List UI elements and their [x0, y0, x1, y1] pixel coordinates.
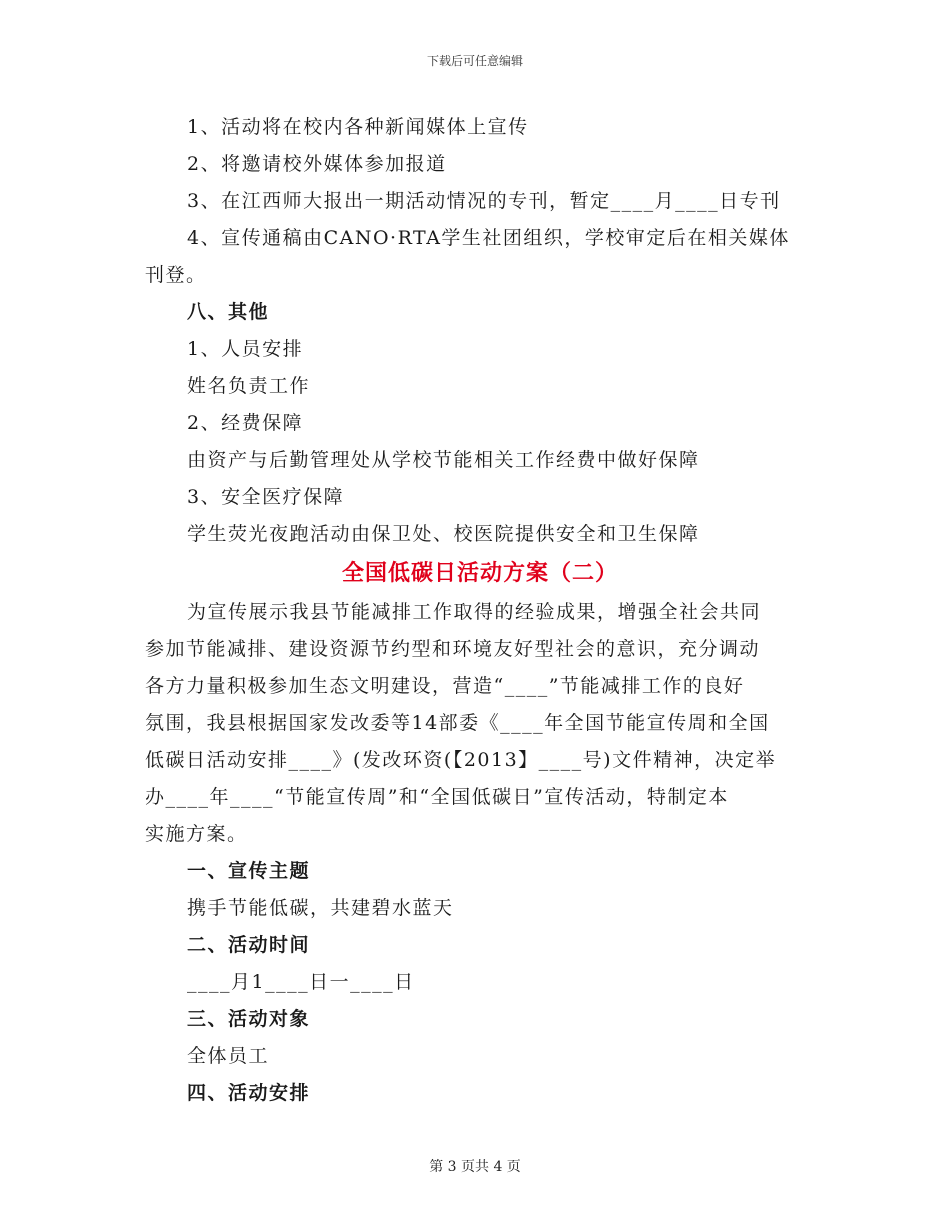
intro-paragraph — [145, 594, 815, 853]
paragraph-line: 氛围，我县根据国家发改委等14部委《____年全国节能宣传周和全国 — [145, 712, 770, 734]
list-item: 3、在江西师大报出一期活动情况的专刊，暂定____月____日专刊 — [187, 190, 781, 212]
page-header: 下载后可任意编辑 — [426, 54, 523, 68]
list-item: 4、宣传通稿由CANO·RTA学生社团组织，学校审定后在相关媒体 — [187, 227, 790, 249]
paragraph-line: 低碳日活动安排____》(发改环资(【2013】____号)文件精神，决定举 — [145, 749, 777, 771]
list-item: 2、经费保障 — [187, 412, 304, 434]
list-item: 1、人员安排 — [187, 338, 304, 360]
list-item: 3、安全医疗保障 — [187, 486, 345, 508]
paragraph-line: 为宣传展示我县节能减排工作取得的经验成果，增强全社会共同 — [187, 601, 762, 623]
section-heading: 四、活动安排 — [187, 1082, 311, 1104]
list-item: 学生荧光夜跑活动由保卫处、校医院提供安全和卫生保障 — [187, 523, 700, 545]
paragraph-line: 实施方案。 — [145, 823, 248, 845]
section-heading: 一、宣传主题 — [187, 860, 311, 882]
document-body — [145, 109, 815, 1112]
section-body: 携手节能低碳，共建碧水蓝天 — [187, 897, 454, 919]
section-heading: 二、活动时间 — [187, 934, 311, 956]
list-item: 由资产与后勤管理处从学校节能相关工作经费中做好保障 — [187, 449, 700, 471]
list-item-continuation: 刊登。 — [145, 264, 207, 286]
section-heading: 三、活动对象 — [187, 1008, 311, 1030]
section-heading: 八、其他 — [187, 301, 270, 323]
section-body: ____月1____日一____日 — [187, 971, 415, 993]
page-footer: 第 3 页共 4 页 — [429, 1159, 521, 1175]
paragraph-line: 参加节能减排、建设资源节约型和环境友好型社会的意识，充分调动 — [145, 638, 761, 660]
section-body: 全体员工 — [187, 1045, 270, 1067]
list-item: 1、活动将在校内各种新闻媒体上宣传 — [187, 116, 529, 138]
document-title: 全国低碳日活动方案（二） — [341, 561, 618, 586]
paragraph-line: 办____年____“节能宣传周”和“全国低碳日”宣传活动，特制定本 — [145, 786, 729, 808]
list-item: 姓名负责工作 — [187, 375, 311, 397]
paragraph-line: 各方力量积极参加生态文明建设，营造“____”节能减排工作的良好 — [145, 675, 745, 697]
list-item: 2、将邀请校外媒体参加报道 — [187, 153, 447, 175]
